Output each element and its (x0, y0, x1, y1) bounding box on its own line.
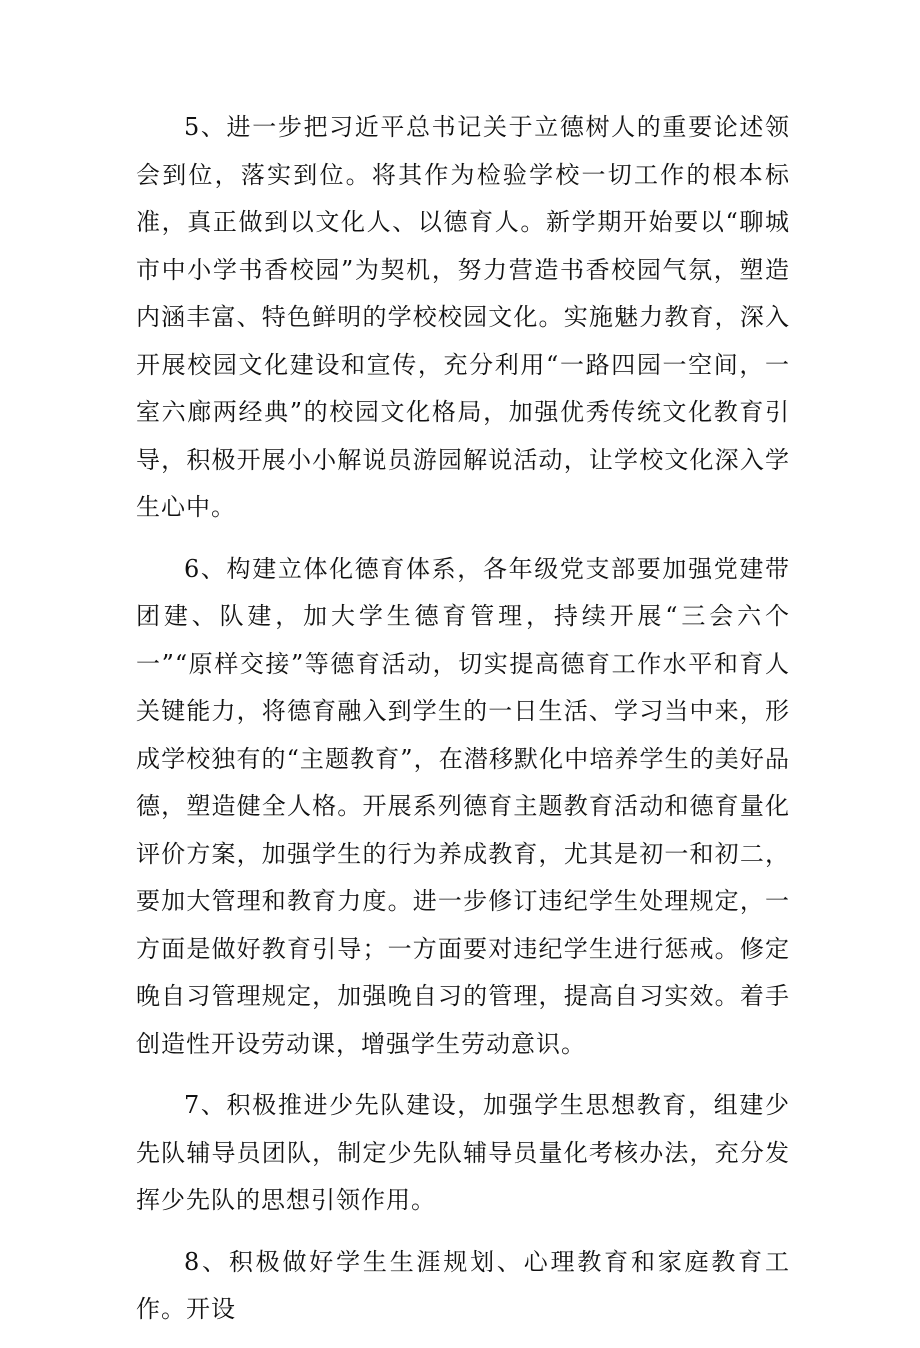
paragraph-7: 7、积极推进少先队建设，加强学生思想教育，组建少先队辅导员团队，制定少先队辅导员量化考核办法，充分发挥少先队的思想引领作用。 (136, 1091, 790, 1214)
document-body (136, 104, 790, 1348)
paragraph-8: 8、积极做好学生生涯规划、心理教育和家庭教育工作。开设 (136, 1247, 790, 1323)
paragraph-5: 5、进一步把习近平总书记关于立德树人的重要论述领会到位，落实到位。将其作为检验学校一切工作的根本标准，真正做到以文化人、以德育人。新学期开始要以“聊城市中小学书香校园”为契机，努力营造书香校园气氛，塑造内涵丰富、特色鲜明的学校校园文化。实施魅力教育，深入开展校园文化建设和宣传，充分利用“一路四园一空间，一室六廊两经典”的校园文化格局，加强优秀传统文化教育引导，积极开展小小解说员游园解说活动，让学校文化深入学生心中。 (136, 113, 790, 521)
paragraph-6: 6、构建立体化德育体系，各年级党支部要加强党建带团建、队建，加大学生德育管理，持续开展“三会六个一”“原样交接”等德育活动，切实提高德育工作水平和育人关键能力，将德育融入到学生的一日生活、学习当中来，形成学校独有的“主题教育”，在潜移默化中培养学生的美好品德，塑造健全人格。开展系列德育主题教育活动和德育量化评价方案，加强学生的行为养成教育，尤其是初一和初二，要加大管理和教育力度。进一步修订违纪学生处理规定，一方面是做好教育引导；一方面要对违纪学生进行惩戒。修定晚自习管理规定，加强晚自习的管理，提高自习实效。着手创造性开设劳动课，增强学生劳动意识。 (136, 554, 790, 1058)
